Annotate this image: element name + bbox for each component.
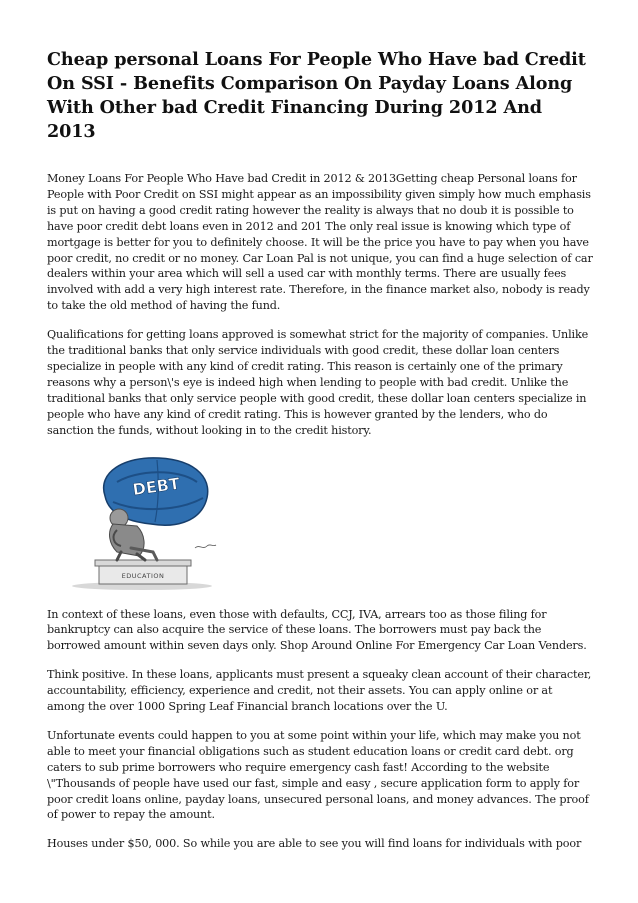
debt-cartoon-image xyxy=(47,452,251,592)
document-title: Cheap personal Loans For People Who Have bad Credit On SSI - Benefits Comparison On Payday Loans Along With Other bad Credit Financing During 2012 And 2013 xyxy=(47,49,586,142)
paragraph-context: In context of these loans, even those with defaults, CCJ, IVA, arrears too as those filing for bankruptcy can also acquire the service of these loans. The borrowers must pay back the borrowed amount within seven days only. Shop Around Online For Emergency Car Loan Venders. xyxy=(47,607,587,653)
paragraph-unfortunate-events: Unfortunate events could happen to you at some point within your life, which may make you not able to meet your financial obligations such as student education loans or credit card debt. org caters to sub prime borrowers who require emergency cash fast! According to the website \"Thousands of people have used our fast, simple and easy , secure application form to apply for poor credit loans online, payday loans, unsecured personal loans, and money advances. The proof of power to repay the amount. xyxy=(47,728,589,822)
bag-label: DEBT xyxy=(131,473,181,499)
paragraph-think-positive: Think positive. In these loans, applicants must present a squeaky clean account of their character, accountability, efficiency, experience and credit, not their assets. You can apply online or at among the over 1000 Spring Leaf Financial branch locations over the U. xyxy=(47,668,592,714)
paragraph-qualifications: Qualifications for getting loans approved is somewhat strict for the majority of companies. Unlike the traditional banks that only service individuals with good credit, these dollar loan centers specialize in people with any kind of credit rating. This reason is certainly one of the primary reasons why a person\'s eye is indeed high when lending to people with bad credit. Unlike the traditional banks that only service people with good credit, these dollar loan centers specialize in people who have any kind of credit rating. This is however granted by the lenders, who do sanction the funds, without looking in to the credit history. xyxy=(47,328,589,437)
paragraph-houses: Houses under $50, 000. So while you are able to see you will find loans for individuals with poor xyxy=(47,837,582,851)
paragraph-intro: Money Loans For People Who Have bad Credit in 2012 & 2013Getting cheap Personal loans for People with Poor Credit on SSI might appear as an impossibility given simply how much emphasis is put on having a good credit rating however the reality is always that no doub it is possible to have poor credit debt loans even in 2012 and 201 The only real issue is knowing which type of mortgage is better for you to definitely choose. It will be the price you have to pay when you have poor credit, no credit or no money. Car Loan Pal is not unique, you can find a huge selection of car dealers within your area which will sell a used car with monthly terms. There are usually fees involved with add a very high interest rate. Therefore, in the finance market also, nobody is ready to take the old method of having the fund. xyxy=(47,172,593,313)
pedestal-label: EDUCATION xyxy=(121,571,165,580)
debt-cartoon-illustration xyxy=(47,452,251,592)
document-page xyxy=(47,48,593,865)
